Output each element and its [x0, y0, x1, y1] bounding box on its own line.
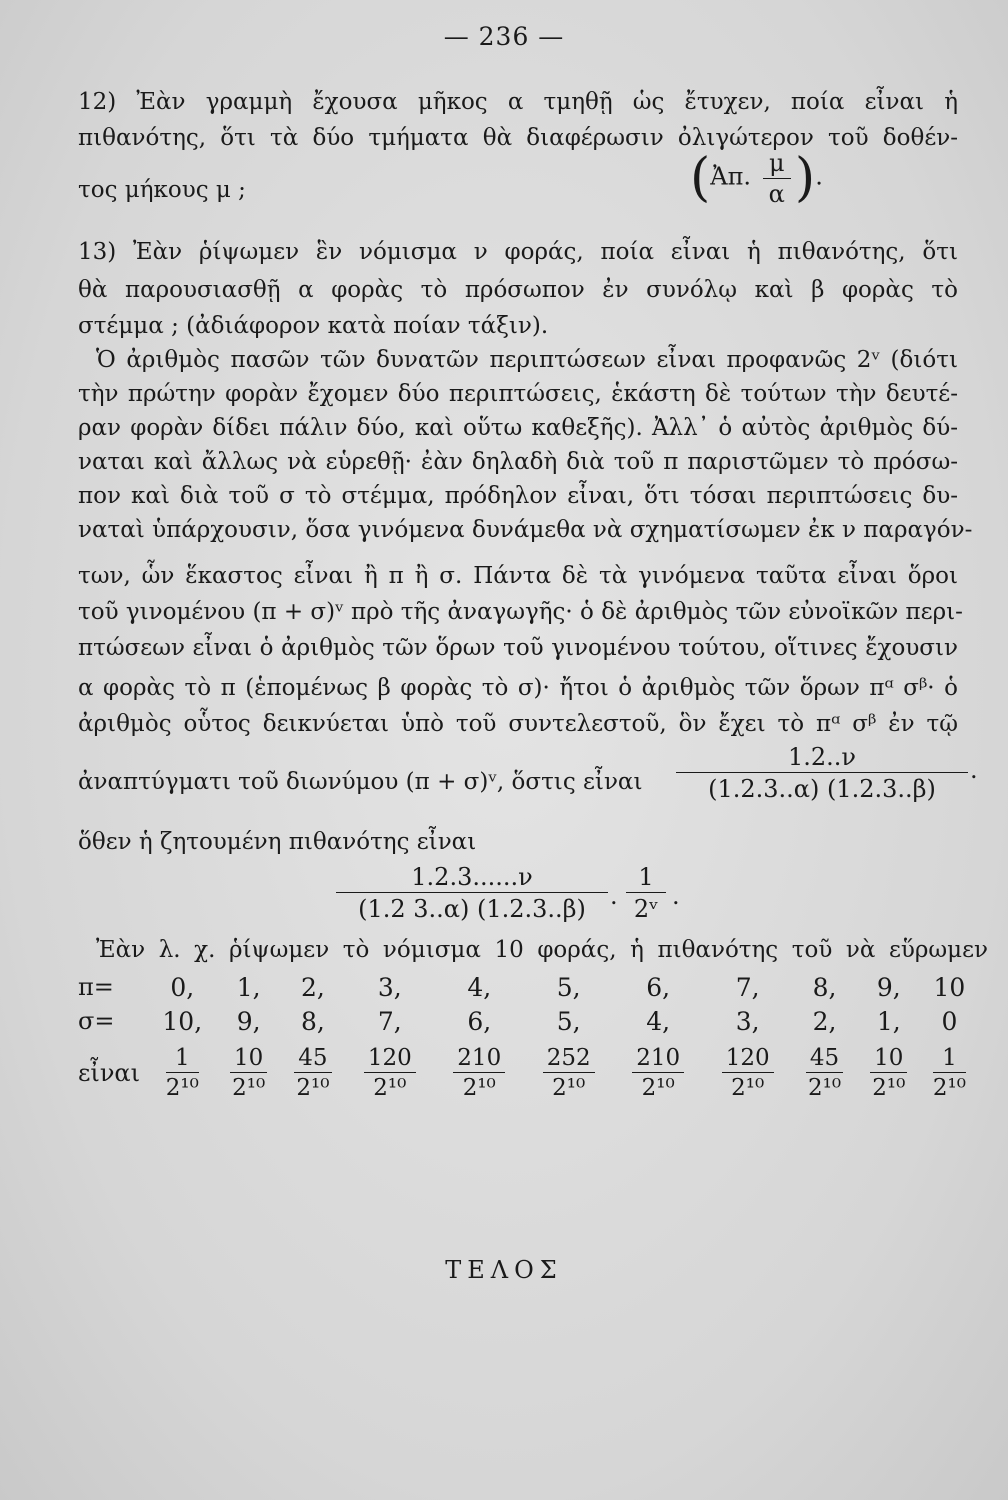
example-line: Ἐὰν λ. χ. ῥίψωμεν τὸ νόμισμα 10 φοράς, ἡ πιθανότης τοῦ νὰ εὕρωμεν	[96, 937, 988, 963]
pi-value: 9,	[876, 972, 901, 1002]
probability-cell	[857, 1038, 921, 1108]
sigma-value: 5,	[556, 1006, 581, 1036]
probability-denominator: 2¹⁰	[373, 1074, 407, 1101]
binomial-coefficient	[676, 742, 968, 805]
sigma-row	[78, 1004, 978, 1038]
body-line-6: ναταὶ ὑπάρχουσιν, ὅσα γινόμενα δυνάμεθα νὰ σχηματίσωμεν ἐκ ν παραγόν-	[78, 517, 973, 543]
pi-row	[78, 970, 978, 1004]
pi-value: 4,	[467, 972, 492, 1002]
body-line-7: των, ὧν ἕκαστος εἶναι ἢ π ἢ σ. Πάντα δὲ τὰ γινόμενα ταῦτα εἶναι ὅροι	[78, 563, 958, 589]
problem-12-line-1: 12) Ἐὰν γραμμὴ ἔχουσα μῆκος α τμηθῇ ὡς ἔτυχεν, ποία εἶναι ἡ	[78, 89, 958, 115]
binomial-period: .	[970, 756, 978, 784]
problem-13-line-1: 13) Ἐὰν ῥίψωμεν ἓν νόμισμα ν φοράς, ποία εἶναι ἡ πιθανότης, ὅτι	[78, 239, 958, 265]
sought-probability-line: ὅθεν ἡ ζητουμένη πιθανότης εἶναι	[78, 829, 477, 855]
binomial-denominator: (1.2.3..α) (1.2.3..β)	[708, 775, 936, 803]
body-line-10: α φορὰς τὸ π (ἑπομένως β φορὰς τὸ σ)· ἤτοι ὁ ἀριθμὸς τῶν ὅρων πᵅ σᵝ· ὁ	[78, 675, 958, 701]
pi-label: π=	[78, 973, 114, 1001]
problem-13-line-2: θὰ παρουσιασθῇ α φορὰς τὸ πρόσωπον ἐν συνόλῳ καὶ β φορὰς τὸ	[78, 277, 958, 303]
probability-numerator: 210	[632, 1044, 684, 1073]
binomial-numerator: 1.2..ν	[676, 742, 968, 773]
probability-cell	[345, 1038, 434, 1108]
problem-12-line-3: τος μήκους μ ;	[78, 177, 246, 203]
sigma-value: 7,	[377, 1006, 402, 1036]
probability-denominator: 2¹⁰	[641, 1074, 675, 1101]
probability-numerator: 1	[933, 1044, 966, 1073]
pi-value: 2,	[300, 972, 325, 1002]
probability-numerator: 10	[870, 1044, 907, 1073]
probability-cell	[281, 1038, 345, 1108]
answer-denominator: α	[768, 179, 785, 208]
page-number: — 236 —	[443, 22, 565, 51]
body-line-9: πτώσεων εἶναι ὁ ἀριθμὸς τῶν ὅρων τοῦ γινομένου τούτου, οἵτινες ἔχουσιν	[78, 635, 958, 661]
sigma-value: 3,	[735, 1006, 760, 1036]
sigma-label: σ=	[78, 1007, 115, 1035]
probability-cell	[703, 1038, 792, 1108]
pi-value: 0,	[170, 972, 195, 1002]
probability-dot: .	[610, 882, 618, 910]
binomial-line: ἀναπτύγματι τοῦ διωνύμου (π + σ)ᵛ, ὅστις εἶναι	[78, 769, 643, 795]
body-line-4: ναται καὶ ἄλλως νὰ εὑρεθῇ· ἐὰν δηλαδὴ διὰ τοῦ π παριστῶμεν τὸ πρόσω-	[78, 449, 958, 475]
body-line-1: Ὁ ἀριθμὸς πασῶν τῶν δυνατῶν περιπτώσεων εἶναι προφανῶς 2ᵛ (διότι	[96, 347, 958, 373]
sigma-value: 2,	[812, 1006, 837, 1036]
probability-numerator: 10	[230, 1044, 267, 1073]
pi-value: 10	[933, 972, 966, 1002]
probability-cell	[148, 1038, 217, 1108]
problem-12-answer: (Ἀπ. $\frac{\mu}{\alpha}$ ).	[690, 148, 823, 208]
probability-cell	[524, 1038, 613, 1108]
probability-cell	[435, 1038, 524, 1108]
probability-numerator: 252	[543, 1044, 595, 1073]
probability-denominator: 2¹⁰	[932, 1074, 966, 1101]
body-line-2: τὴν πρώτην φορὰν ἔχομεν δύο περιπτώσεις, ἑκάστη δὲ τούτων τὴν δευτέ-	[78, 381, 958, 407]
probability-denominator-2: 2ᵛ	[633, 895, 659, 923]
problem-13-line-3: στέμμα ; (ἀδιάφορον κατὰ ποίαν τάξιν).	[78, 313, 549, 339]
problem-12-line-2: πιθανότης, ὅτι τὰ δύο τμήματα θὰ διαφέρωσιν ὀλιγώτερον τοῦ δοθέν-	[78, 125, 958, 151]
einai-label: εἶναι	[78, 1059, 141, 1087]
sigma-value: 8,	[300, 1006, 325, 1036]
probability-denominator: 2¹⁰	[552, 1074, 586, 1101]
probability-denominator: 2¹⁰	[872, 1074, 906, 1101]
answer-label: Ἀπ.	[710, 162, 752, 191]
sigma-value: 6,	[467, 1006, 492, 1036]
probability-cell	[921, 1038, 978, 1108]
probability-cell	[217, 1038, 281, 1108]
probability-denominator: 2¹⁰	[232, 1074, 266, 1101]
pi-value: 3,	[377, 972, 402, 1002]
body-line-11: ἀριθμὸς οὗτος δεικνύεται ὑπὸ τοῦ συντελεστοῦ, ὃν ἔχει τὸ πᵅ σᵝ ἐν τῷ	[78, 711, 958, 737]
sigma-value: 4,	[646, 1006, 671, 1036]
sigma-value: 9,	[236, 1006, 261, 1036]
probability-denominator-1: (1.2 3..α) (1.2.3..β)	[358, 895, 586, 923]
end-word: ΤΕΛΟΣ	[445, 1256, 563, 1284]
probability-cell	[613, 1038, 702, 1108]
body-line-5: πον καὶ διὰ τοῦ σ τὸ στέμμα, πρόδηλον εἶναι, ὅτι τόσαι περιπτώσεις δυ-	[78, 483, 958, 509]
answer-fraction	[763, 150, 791, 207]
answer-numerator: μ	[763, 150, 791, 179]
pi-row-table	[78, 970, 978, 1108]
probability-denominator: 2¹⁰	[296, 1074, 330, 1101]
pi-value: 7,	[735, 972, 760, 1002]
probability-numerator: 210	[453, 1044, 505, 1073]
probability-cell	[792, 1038, 856, 1108]
probability-numerator: 1	[166, 1044, 199, 1073]
probability-denominator: 2¹⁰	[731, 1074, 765, 1101]
pi-value: 8,	[812, 972, 837, 1002]
pi-value: 1,	[236, 972, 261, 1002]
body-line-8: τοῦ γινομένου (π + σ)ᵛ πρὸ τῆς ἀναγωγῆς· ὁ δὲ ἀριθμὸς τῶν εὐνοϊκῶν περι-	[78, 599, 963, 625]
sigma-value: 0	[941, 1006, 958, 1036]
body-line-3: ραν φορὰν δίδει πάλιν δύο, καὶ οὕτω καθεξῆς). Ἀλλ᾽ ὁ αὐτὸς ἀριθμὸς δύ-	[78, 415, 958, 441]
probability-period: .	[672, 882, 680, 910]
sigma-value: 1,	[876, 1006, 901, 1036]
probability-denominator: 2¹⁰	[807, 1074, 842, 1101]
probability-denominator: 2¹⁰	[462, 1074, 496, 1101]
probability-numerator: 120	[364, 1044, 416, 1073]
probability-denominator: 2¹⁰	[165, 1074, 199, 1101]
probability-numerator: 45	[806, 1044, 843, 1073]
sigma-value: 10,	[162, 1006, 203, 1036]
probability-numerator: 120	[722, 1044, 774, 1073]
probability-numerator-1: 1.2.3......ν	[336, 862, 608, 893]
pi-value: 6,	[646, 972, 671, 1002]
probability-fraction-1	[336, 862, 608, 925]
probability-numerator: 45	[294, 1044, 331, 1073]
probability-fraction-2	[626, 862, 666, 925]
probability-row	[78, 1038, 978, 1108]
probability-numerator-2: 1	[626, 862, 666, 893]
pi-value: 5,	[556, 972, 581, 1002]
